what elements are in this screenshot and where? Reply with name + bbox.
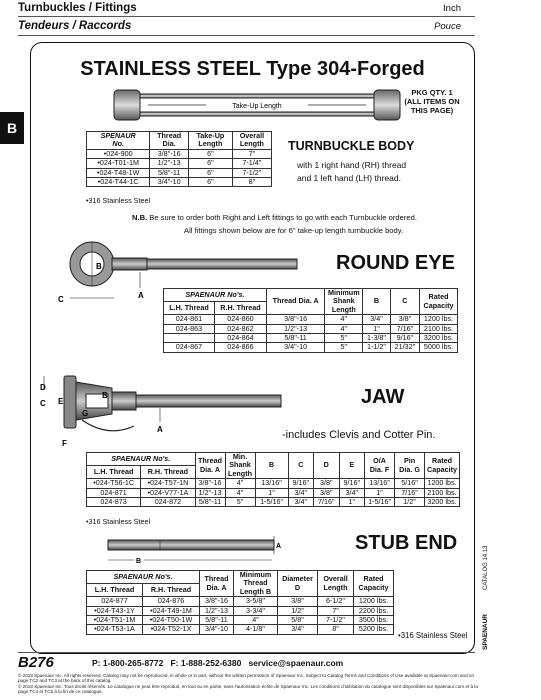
turnbuckle-body-heading: TURNBUCKLE BODY xyxy=(288,139,415,153)
body-desc-2: and 1 left hand (LH) thread. xyxy=(297,173,401,183)
stub-end-table xyxy=(86,570,394,635)
table-subheader-row: L.H. Thread R.H. Thread xyxy=(87,584,394,597)
table-row: 024-877 024-876 3/8"-16 3-5/8" 3/8" 6-1/2" 1200 lbs. xyxy=(87,597,394,606)
category-title-fr: Tendeurs / Raccords xyxy=(18,20,132,32)
page-title: STAINLESS STEEL Type 304-Forged xyxy=(80,58,425,80)
turnbuckle-body-table xyxy=(86,131,272,187)
nb-note-2: All fittings shown below are for 6" take-up length turnbuckle body. xyxy=(184,226,404,235)
table-row: •024-T43-1Y •024-T49-1M 1/2"-13 3-3/4" 1/2" 7" 2200 lbs. xyxy=(87,606,394,615)
unit-label: Inch xyxy=(443,3,461,14)
table-row: •024-T01-1M 1/2"-13 6" 7-1/4" xyxy=(87,159,272,168)
dim-c-label: C xyxy=(58,295,64,304)
pkg-note: PKG QTY. 1 (ALL ITEMS ON THIS PAGE) xyxy=(404,88,460,115)
turnbuckle-body-drawing xyxy=(112,86,402,126)
dim-e-label: E xyxy=(58,397,64,406)
table-row: 024-871 •024-V77-1A 1/2"-13 4" 1" 3/4" 3/8" 3/4" 1" 7/16" 2100 lbs. xyxy=(87,488,460,497)
table-row: •024-T44-1C 3/4"-10 6" 8" xyxy=(87,178,272,187)
table-header-row: SPAENAUR No's. Thread Dia. A Minimum Thread Length B Diameter D Overall Length Rated Capacity xyxy=(87,571,394,584)
table-header-row: SPAENAUR No's. Thread Dia. A Minimum Shank Length B C Rated Capacity xyxy=(164,289,458,302)
jaw-subheading: -includes Clevis and Cotter Pin. xyxy=(282,429,436,441)
jaw-table xyxy=(86,452,460,507)
footer-phone: P: 1-800-265-8772 xyxy=(92,658,164,668)
footer-fax: F: 1-888-252-6380 xyxy=(170,658,242,668)
table-header-row: SPAENAUR No's. Thread Dia. A Min. Shank Length B C D E O/A Dia. F Pin Dia. G Rated Capacity xyxy=(87,453,460,466)
footer-email[interactable]: service@spaenaur.com xyxy=(248,658,344,668)
take-up-length-label: Take-Up Length xyxy=(232,103,282,110)
header-rule xyxy=(18,16,475,17)
category-title: Turnbuckles / Fittings xyxy=(18,2,137,14)
dim-c-label: C xyxy=(40,399,46,408)
table-row: •024-T48-1W 5/8"-11 6" 7-1/2" xyxy=(87,168,272,177)
nb-note: N.B. Be sure to order both Right and Left fittings to go with each Turnbuckle ordered. xyxy=(132,213,417,222)
stub-end-heading: STUB END xyxy=(355,532,458,554)
table-row: •024-T56-1C •024-T57-1N 3/8"-16 4" 13/16" 9/16" 3/8" 9/16" 13/16" 5/16" 1200 lbs. xyxy=(87,479,460,488)
dim-d-label: D xyxy=(40,383,46,392)
dim-a-label: A xyxy=(138,291,144,300)
stub-end-drawing xyxy=(100,534,280,568)
dim-b-label: B xyxy=(136,558,142,565)
table-subheader-row: L.H. Thread R.H. Thread xyxy=(87,466,460,479)
table-row: •024-T51-1M •024-T50-1W 5/8"-11 4" 5/8" 7-1/2" 3500 lbs. xyxy=(87,616,394,625)
page-number: B276 xyxy=(18,654,54,671)
table-row: 024-864 5/8"-11 5" 1-3/8" 9/16" 3200 lbs. xyxy=(164,334,458,343)
dim-g-label: G xyxy=(82,409,89,418)
round-eye-heading: ROUND EYE xyxy=(336,252,455,274)
round-eye-table xyxy=(163,288,458,353)
footer-rule xyxy=(18,652,475,653)
catalog-version: CATALOG 14.13 xyxy=(483,545,489,590)
jaw-drawing xyxy=(38,368,288,450)
dim-a-label: A xyxy=(276,543,282,550)
jaw-heading: JAW xyxy=(361,386,405,408)
table-row: 024-863 024-862 1/2"-13 4" 1" 7/16" 2100 lbs. xyxy=(164,324,458,333)
dim-f-label: F xyxy=(62,439,67,448)
dim-a-label: A xyxy=(157,425,163,434)
table-row: 024-873 024-872 5/8"-11 5" 1-5/16" 3/4" 7/16" 1" 1-5/16" 1/2" 3200 lbs. xyxy=(87,498,460,507)
legal-text: © 2018 Spaenaur Inc. All rights reserved. Catalog may not be reproduced, in whole or in part, without the written permission of Spaenaur Inc. Subject to Catalog Terms and Conditions of Use available at Spaenaur.com and on page TC2 and TC3 at the back of this catalog. © 2018 Spaenaur Inc. Tous droits réservés. Le catalogue ne peut être reproduit, en tout ou en partie, sans l'autorisation écrite de Spaenaur Inc. Les conditions d'utilisation du catalogue sont disponibles sur Spaenaur.com et à la page TC4 et TC5 à la fin de ce catalogue. xyxy=(18,673,478,695)
table-row: •024-900 3/8"-16 6" 7" xyxy=(87,149,272,158)
section-tab: B xyxy=(0,112,24,144)
footer-contact xyxy=(92,658,343,668)
table-row: 024-867 024-866 3/4"-10 5" 1-1/2" 21/32" 5000 lbs. xyxy=(164,343,458,352)
dim-b-label: B xyxy=(102,391,108,400)
body-note: •316 Stainless Steel xyxy=(86,196,151,205)
table-row: •024-T53-1A •024-T52-1X 3/4"-10 4-1/8" 3/4" 8" 5200 lbs. xyxy=(87,625,394,634)
stub-note: •316 Stainless Steel xyxy=(398,631,468,640)
table-row: 024-861 024-860 3/8"-16 4" 3/4" 3/8" 1200 lbs. xyxy=(164,315,458,324)
header-rule-2 xyxy=(18,35,475,36)
dim-b-label: B xyxy=(96,262,102,271)
table-subheader-row: L.H. Thread R.H. Thread xyxy=(164,302,458,315)
unit-label-fr: Pouce xyxy=(434,21,461,32)
table-header-row: SPENAUR No. Thread Dia. Take-Up Length Overall Length xyxy=(87,132,272,150)
body-desc-1: with 1 right hand (RH) thread xyxy=(297,160,407,170)
jaw-note: •316 Stainless Steel xyxy=(86,517,151,526)
brand-logo: SPAENAUR xyxy=(482,614,489,650)
